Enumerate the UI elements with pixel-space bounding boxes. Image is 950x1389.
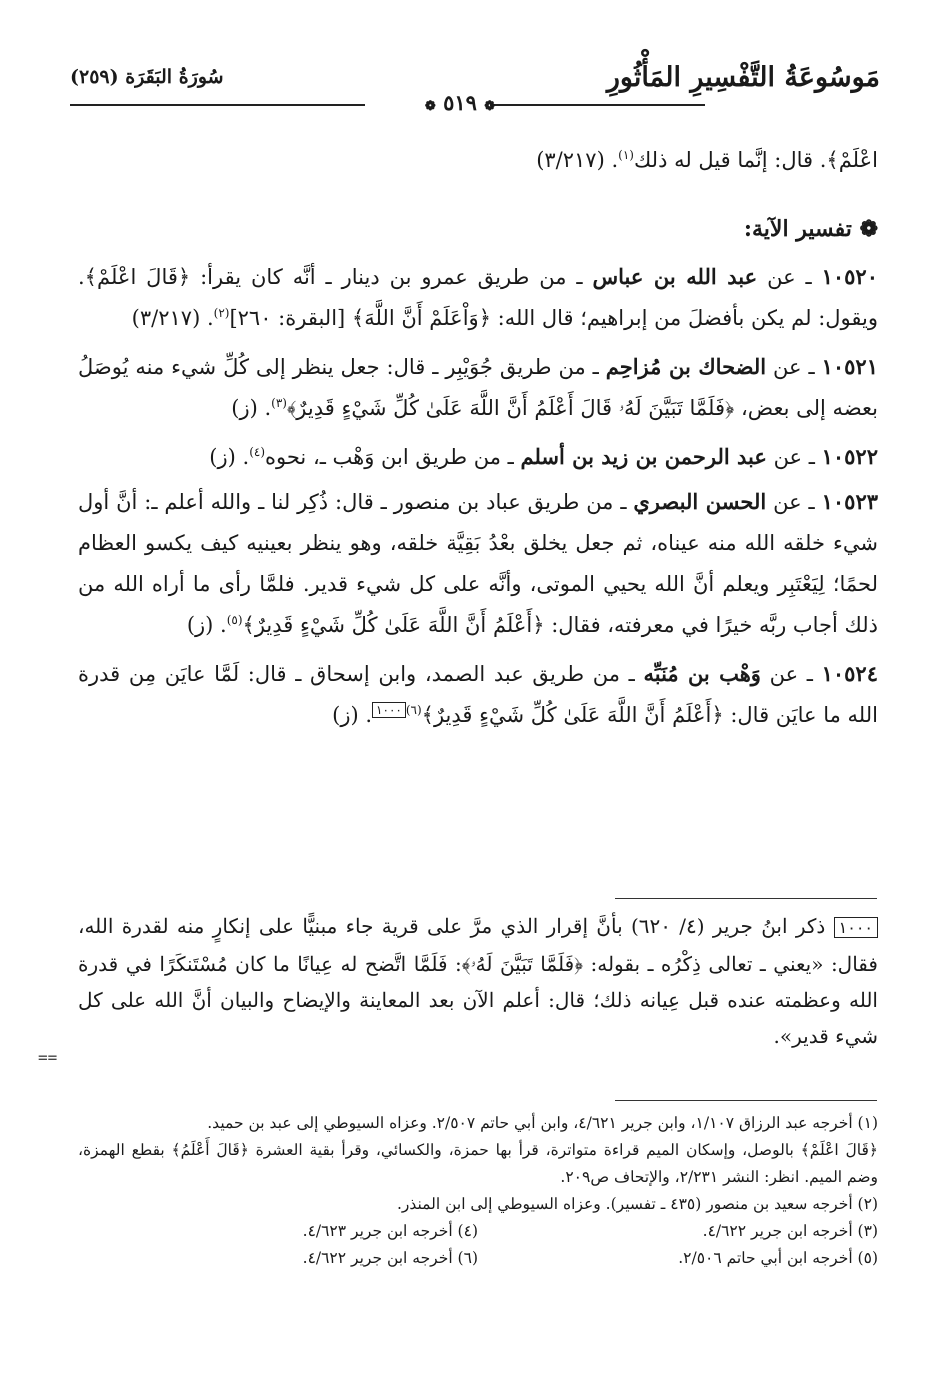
page-number-block: [400, 90, 520, 115]
header-rule-right: [490, 104, 705, 106]
header-rule-left: [70, 104, 365, 106]
footnote-row: [78, 1245, 878, 1272]
narrator-name: الحسن البصري: [633, 489, 767, 514]
commentary-text: ذكر ابنُ جرير (٤/ ٦٢٠) بأنَّ إقرار الذي مرَّ على قرية جاء مبنيًّا على إنكارٍ منه لقدرة الله، فقال: «يعني ـ تعالى ذِكْرُه ـ بقوله: ﴿فَلَمَّا تَبَيَّنَ لَهُۥ﴾: فَلَمَّا اتَّضح له عِيانًا ما كان مُسْتَنكَرًا في قدرة الله وعظمته عنده قبل عِيانه ذلك؛ قال: أعلم الآن بعد المعاينة والإيضاح والبيان أنَّ الله على كل شيء قدير».: [78, 914, 878, 1048]
footnote-4: (٤) أخرجه ابن جرير ٤/٦٢٣.: [302, 1222, 478, 1240]
footnote-6: (٦) أخرجه ابن جرير ٤/٦٢٢.: [302, 1249, 478, 1267]
book-title: مَوسُوعَةُ التَّفْسِيرِ المَأْثُورِ: [606, 62, 880, 93]
main-text: [78, 140, 878, 743]
ornament-icon: ❁: [484, 99, 496, 114]
entry-number: ١٠٥٢٤: [821, 661, 878, 686]
section-heading: ❁ تفسير الآية:: [743, 216, 878, 242]
entry-number: ١٠٥٢١: [821, 354, 878, 379]
narrator-name: عبد الله بن عباس: [592, 264, 758, 289]
surah-title: سُورَةُ البَقَرَة (٢٥٩): [70, 66, 224, 88]
footnote-1: (١) أخرجه عبد الرزاق ١/١٠٧، وابن جرير ٤/٦٢١، وابن أبي حاتم ٢/٥٠٧. وعزاه السيوطي إلى عبد بن حميد.: [207, 1114, 878, 1132]
page-header: [70, 60, 880, 120]
footnote-row: [78, 1218, 878, 1245]
entry-10522: ١٠٥٢٢ ـ عن عبد الرحمن بن زيد بن أسلم ـ من طريق ابن وَهْب ـ، نحوه$^{(٤)}$. (ز): [209, 444, 878, 469]
entry-10524: ١٠٥٢٤ ـ عن وَهْب بن مُنَبِّه ـ من طريق عبد الصمد، وابن إسحاق ـ قال: لَمَّا عايَن مِن قدرة الله ما عايَن قال: ﴿أَعْلَمُ أَنَّ اللَّهَ عَلَىٰ كُلِّ شَيْءٍ قَدِيرٌ﴾$^{(٦)١٠٠٠}$. (ز): [78, 661, 878, 727]
commentary-separator: [615, 898, 877, 899]
footnote-ref: (٥): [226, 613, 243, 627]
continuation-line: اعْلَمْ﴾. قال: إنَّما قيل له ذلك$^{(١)}$. (٣/٢١٧): [536, 148, 878, 172]
entry-10523: ١٠٥٢٣ ـ عن الحسن البصري ـ من طريق عباد بن منصور ـ قال: ذُكِر لنا ـ والله أعلم ـ: أنَّ أول شيء خلقه الله منه عيناه، ثم جعل يخلق بعْدُ بَقِيَّة خلقه، وهو ينظر بعينيه كيف يكسو العظام لحمًا؛ لِيَعْتَبِر ويعلم أنَّ الله يحيي الموتى، وأنَّه على كل شيء قدير. فلمَّا رأى ما أراه الله من ذلك أجاب ربَّه خيرًا في معرفته، فقال: ﴿أَعْلَمُ أَنَّ اللَّهَ عَلَىٰ كُلِّ شَيْءٍ قَدِيرٌ﴾$^{(٥)}$. (ز): [78, 489, 879, 637]
page-number: ٥١٩: [443, 90, 477, 115]
footnote-ref: (٣): [271, 396, 287, 410]
footnote-ref: (٤): [249, 445, 266, 459]
entry-10520: ١٠٥٢٠ ـ عن عبد الله بن عباس ـ من طريق عمرو بن دينار ـ أنَّه كان يقرأ: ﴿قَالَ اعْلَمْ﴾. ويقول: لم يكن بأفضلَ من إبراهيم؛ قال الله: ﴿وَاْعَلَمْ أَنَّ اللَّهَ﴾ [البقرة: ٢٦٠]$^{(٢)}$. (٣/٢١٧): [78, 264, 878, 330]
footnote-3: (٣) أخرجه ابن جرير ٤/٦٢٢.: [702, 1222, 878, 1240]
entry-number: ١٠٥٢٠: [821, 264, 878, 289]
commentary-box-number: ١٠٠٠: [834, 917, 878, 938]
entry-number: ١٠٥٢٣: [821, 489, 879, 514]
commentary-block: [78, 908, 878, 1054]
footnote-2: (٢) أخرجه سعيد بن منصور (٤٣٥ ـ تفسير). وعزاه السيوطي إلى ابن المنذر.: [396, 1195, 878, 1213]
narrator-name: وَهْب بن مُنَبِّه: [643, 661, 761, 686]
commentary-box-ref: ١٠٠٠: [372, 702, 406, 718]
footnote-1-note: ﴿قَالَ اعْلَمْ﴾ بالوصل، وإسكان الميم قراءة متواترة، قرأ بها حمزة، والكسائي، وقرأ بقية العشرة ﴿قَالَ أَعْلَمُ﴾ بقطع الهمزة، وضم الميم. انظر: النشر ٢/٢٣١، والإتحاف ص٢٠٩.: [78, 1141, 878, 1186]
footnote-ref: (٦): [405, 703, 422, 717]
footnote-ref: (١): [618, 148, 634, 162]
footnotes: [78, 1110, 878, 1272]
footnote-separator: [615, 1100, 877, 1101]
entry-number: ١٠٥٢٢: [821, 444, 878, 469]
ornament-icon: ❁: [424, 99, 436, 114]
footnote-5: (٥) أخرجه ابن أبي حاتم ٢/٥٠٦.: [678, 1249, 878, 1267]
narrator-name: عبد الرحمن بن زيد بن أسلم: [520, 444, 767, 469]
footnote-ref: (٢): [213, 306, 230, 320]
narrator-name: الضحاك بن مُزاحِم: [605, 354, 767, 379]
margin-mark: ==: [38, 1048, 58, 1067]
entry-10521: ١٠٥٢١ ـ عن الضحاك بن مُزاحِم ـ من طريق جُوَيْبِر ـ قال: جعل ينظر إلى كُلِّ شيء منه يُوصَلُ بعضه إلى بعض، ﴿فَلَمَّا تَبَيَّنَ لَهُۥ قَالَ أَعْلَمُ أَنَّ اللَّهَ عَلَىٰ كُلِّ شَيْءٍ قَدِيرٌ﴾$^{(٣)}$. (ز): [78, 354, 878, 420]
